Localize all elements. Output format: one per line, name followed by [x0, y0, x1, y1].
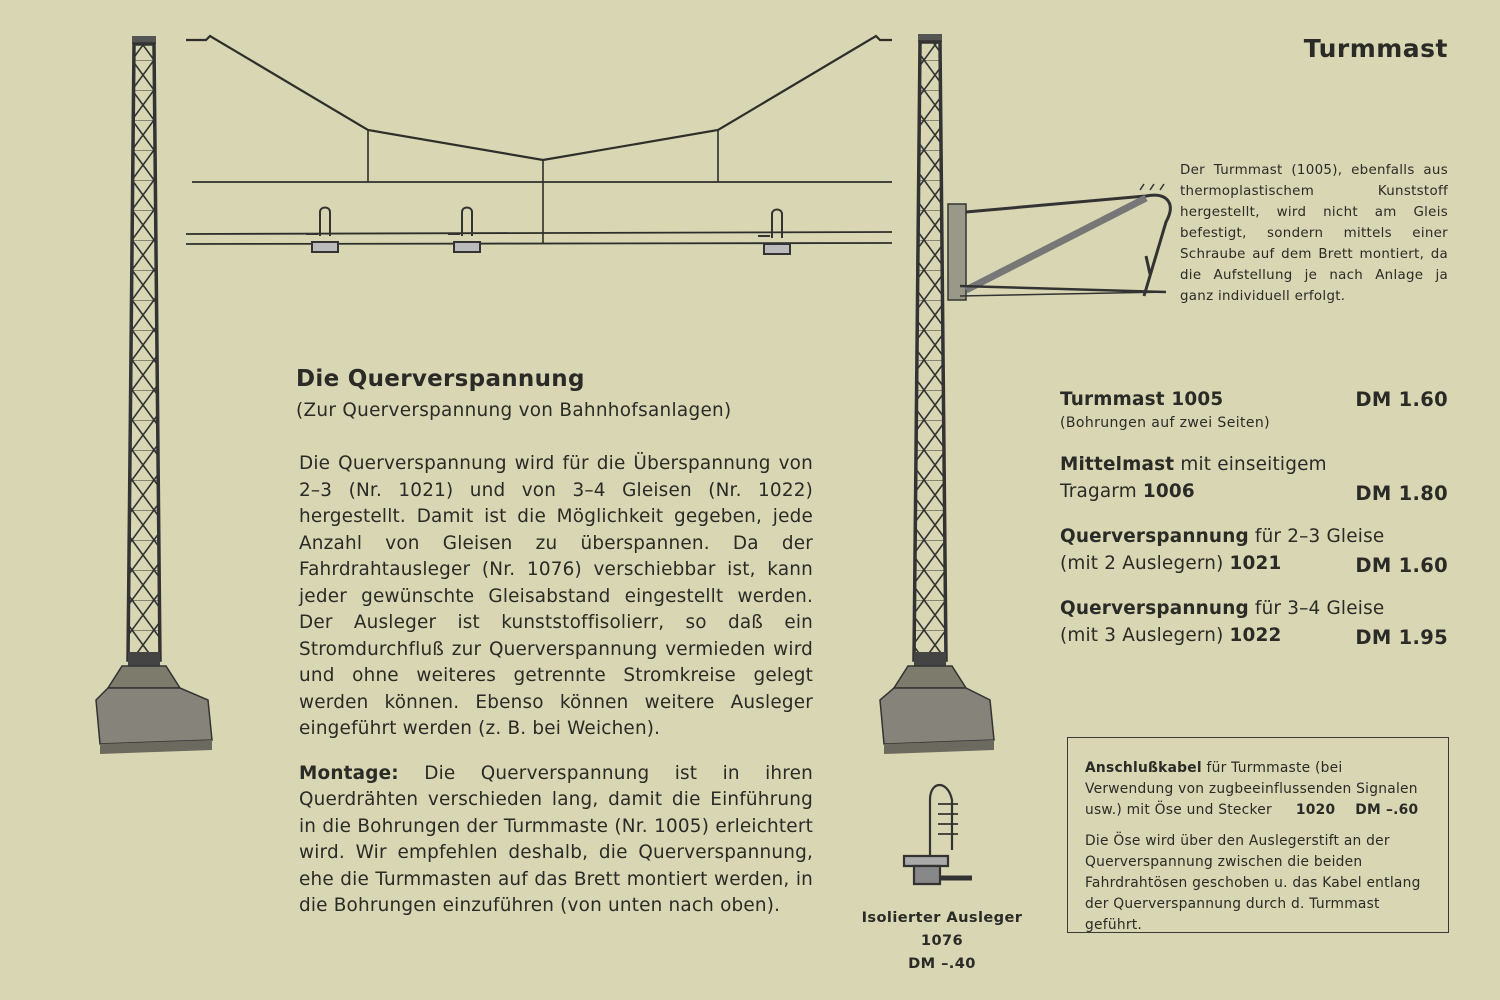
product-text-2: Tragarm — [1060, 481, 1143, 502]
product-name: Querverspannung — [1060, 526, 1249, 547]
cantilever-price: DM –.40 — [908, 955, 976, 972]
side-bracket — [948, 184, 1170, 300]
price-item — [1060, 523, 1448, 577]
price-item — [1060, 595, 1448, 649]
price-list — [1060, 386, 1448, 667]
montage-text: Die Querverspannung ist in ihren Querdrähten verschieden lang, damit die Einführung in die Bohrungen der Turmmaste (Nr. 1005) erleichtert wird. Wir empfehlen deshalb, die Querverspannung, ehe die Turmmasten auf das Brett montiert werden, in die Bohrungen einzuführen (von unten nach oben). — [299, 762, 814, 916]
product-price: DM 1.60 — [1355, 388, 1448, 411]
section-body — [299, 451, 813, 938]
cantilever-hangers — [306, 208, 790, 255]
product-text-2: (mit 3 Auslegern) — [1060, 625, 1230, 646]
product-code: 1022 — [1229, 625, 1282, 646]
product-code: 1021 — [1229, 553, 1282, 574]
product-price: DM 1.80 — [1355, 482, 1448, 505]
product-name: Turmmast 1005 — [1060, 389, 1224, 410]
product-text-2: (mit 2 Auslegern) — [1060, 553, 1230, 574]
price-item — [1060, 451, 1448, 505]
cantilever-name: Isolierter Ausleger 1076 — [861, 909, 1023, 949]
turmmast-description: Der Turmmast (1005), ebenfalls aus thermoplastischem Kunststoff hergestellt, wird nicht am Gleis befestigt, sondern mittels einer Schraube auf dem Brett montiert, da die Aufstellung je nach Anlage ja ganz individuell erfolgt. — [1180, 163, 1448, 304]
cross-span-catenary — [186, 36, 892, 244]
product-price: DM 1.60 — [1355, 554, 1448, 577]
product-text: für 3–4 Gleise — [1248, 598, 1385, 619]
page-title: Turmmast — [1303, 34, 1448, 63]
cable-note: Die Öse wird über den Auslegerstift an der Querverspannung zwischen die beiden Fahrdrahtösen geschoben u. das Kabel entlang der Querverspannung durch d. Turmmast geführt. — [1085, 833, 1421, 933]
section-subtitle: (Zur Querverspannung von Bahnhofsanlagen) — [296, 400, 732, 421]
body-paragraph: Die Querverspannung wird für die Überspannung von 2–3 (Nr. 1021) und von 3–4 Gleisen (Nr. 1022) hergestellt. Damit ist die Möglichkeit gegeben, jede Anzahl von Gleisen zu überspannen. Da der Fahrdrahtausleger (Nr. 1076) verschiebbar ist, kann jeder gewünschte Gleisabstand eingestellt werden. Der Ausleger ist kunststoffisolierr, so daß ein Stromdurchfluß zur Querverspannung vermieden wird und ohne weiteres getrennte Stromkreise gelegt werden können. Ebenso können weitere Ausleger eingeführt werden (z. B. bei Weichen). — [299, 453, 813, 739]
section-title: Die Querverspannung — [296, 366, 585, 392]
cable-text: für Turmmaste (bei Verwendung von zugbeeinflussenden Signalen usw.) mit Öse und Stecker — [1085, 760, 1418, 818]
product-code: 1006 — [1142, 481, 1195, 502]
product-text: mit einseitigem — [1174, 454, 1327, 475]
product-note: (Bohrungen auf zwei Seiten) — [1060, 415, 1271, 431]
product-name: Mittelmast — [1060, 454, 1175, 475]
montage-label: Montage: — [299, 762, 399, 784]
cable-code: 1020 — [1295, 802, 1336, 818]
price-item — [1060, 386, 1448, 433]
cable-price: DM –.60 — [1355, 802, 1419, 818]
montage-paragraph — [299, 761, 813, 920]
product-text: für 2–3 Gleise — [1248, 526, 1385, 547]
tower-mast-right — [880, 34, 994, 754]
tower-mast-left — [96, 36, 212, 754]
cable-info-box — [1067, 737, 1449, 933]
cable-title: Anschlußkabel — [1085, 760, 1202, 776]
cantilever-caption — [840, 906, 1044, 975]
product-name: Querverspannung — [1060, 598, 1249, 619]
isolated-cantilever-drawing — [904, 785, 972, 884]
product-price: DM 1.95 — [1355, 626, 1448, 649]
